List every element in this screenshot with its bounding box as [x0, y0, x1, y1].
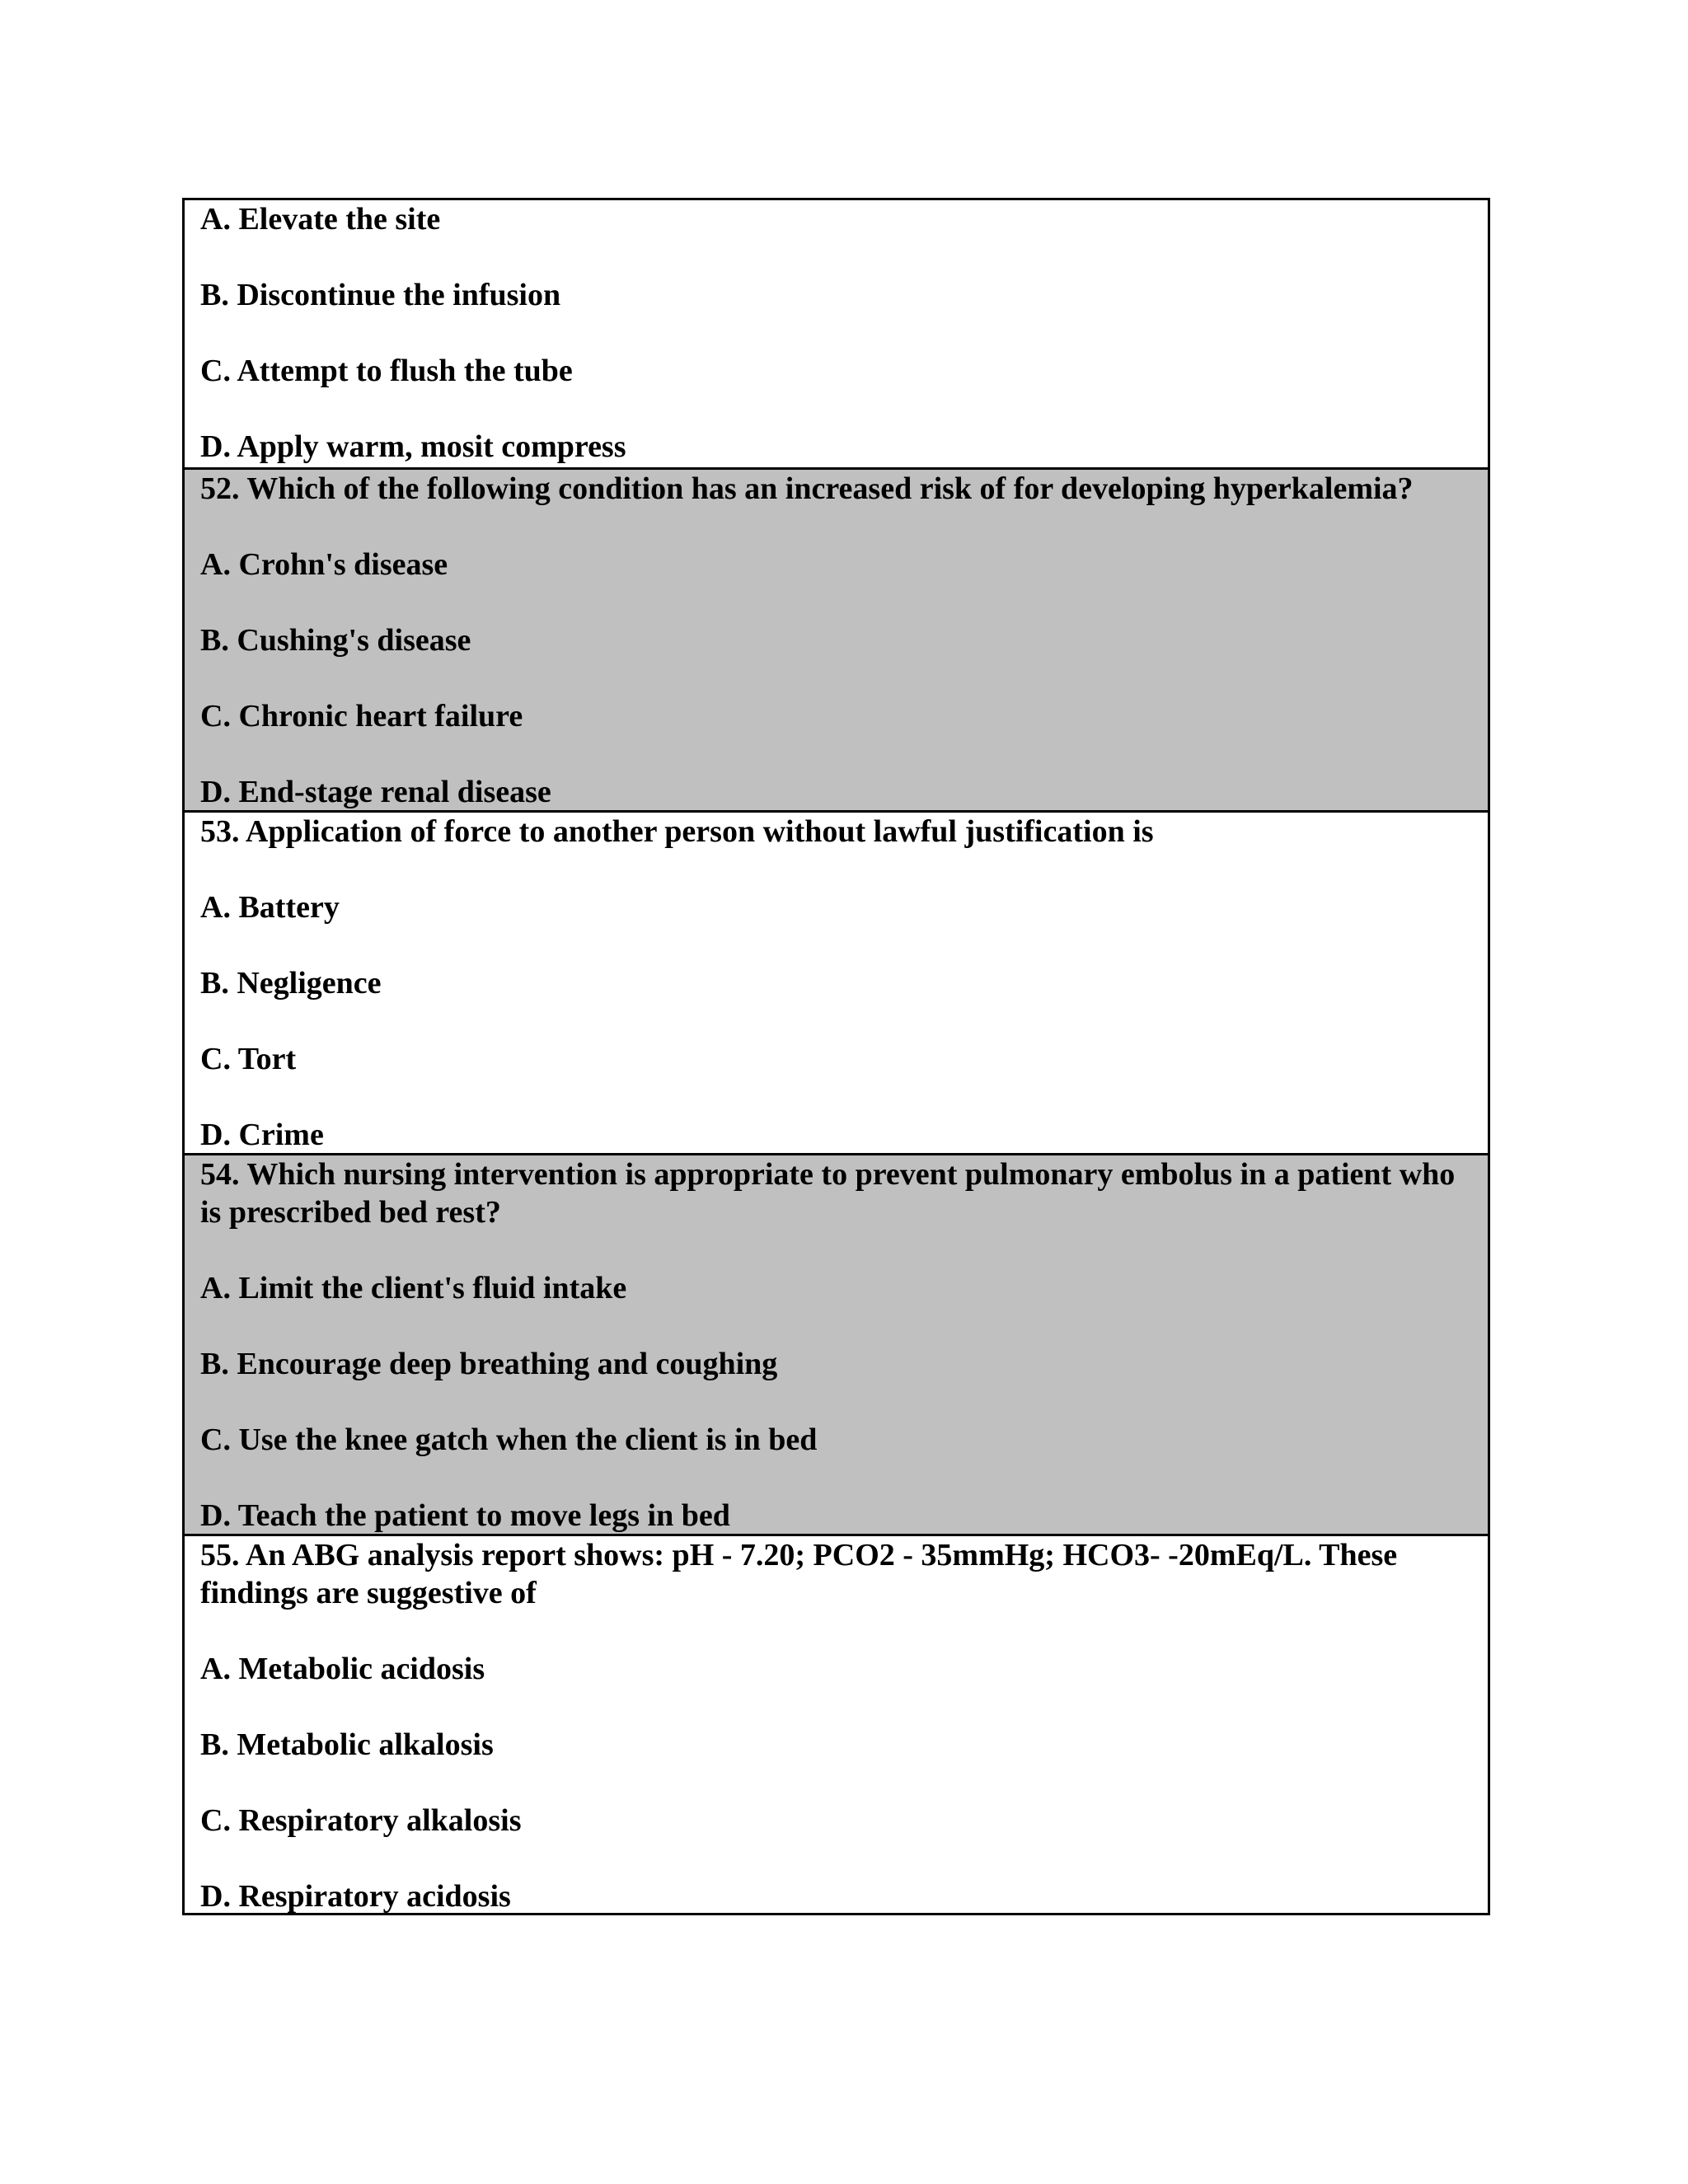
option-a: A. Metabolic acidosis [200, 1652, 485, 1686]
question-text: 52. Which of the following condition has an increased risk of for developing hyperkalemia? [200, 471, 1414, 506]
question-text: 53. Application of force to another person without lawful justification is [200, 814, 1154, 849]
option-b: B. Encourage deep breathing and coughing [200, 1347, 778, 1381]
question-text: 54. Which nursing intervention is appropriate to prevent pulmonary embolus in a patient who is prescribed bed rest? [200, 1157, 1456, 1230]
option-c: C. Respiratory alkalosis [200, 1803, 522, 1838]
question-row [185, 1153, 1488, 1534]
option-c: C. Attempt to flush the tube [200, 354, 573, 388]
option-b: B. Discontinue the infusion [200, 278, 561, 312]
option-d: D. Crime [200, 1118, 324, 1152]
option-d: D. Teach the patient to move legs in bed [200, 1498, 730, 1533]
option-d: D. End-stage renal disease [200, 775, 551, 809]
question-row [185, 200, 1488, 467]
option-a: A. Battery [200, 890, 340, 925]
question-table [182, 198, 1490, 1915]
question-row [185, 810, 1488, 1153]
option-c: C. Chronic heart failure [200, 699, 523, 733]
option-c: C. Use the knee gatch when the client is in bed [200, 1422, 818, 1457]
question-row [185, 467, 1488, 810]
option-b: B. Negligence [200, 966, 382, 1001]
option-a: A. Crohn's disease [200, 547, 448, 582]
option-d: D. Apply warm, mosit compress [200, 429, 626, 464]
option-a: A. Limit the client's fluid intake [200, 1271, 627, 1305]
option-a: A. Elevate the site [200, 202, 441, 237]
question-text: 55. An ABG analysis report shows: pH - 7.20; PCO2 - 35mmHg; HCO3- -20mEq/L. These findings are suggestive of [200, 1538, 1398, 1610]
option-c: C. Tort [200, 1042, 297, 1076]
option-b: B. Metabolic alkalosis [200, 1727, 494, 1762]
question-row [185, 1534, 1488, 1913]
option-d: D. Respiratory acidosis [200, 1879, 511, 1913]
option-b: B. Cushing's disease [200, 623, 471, 658]
